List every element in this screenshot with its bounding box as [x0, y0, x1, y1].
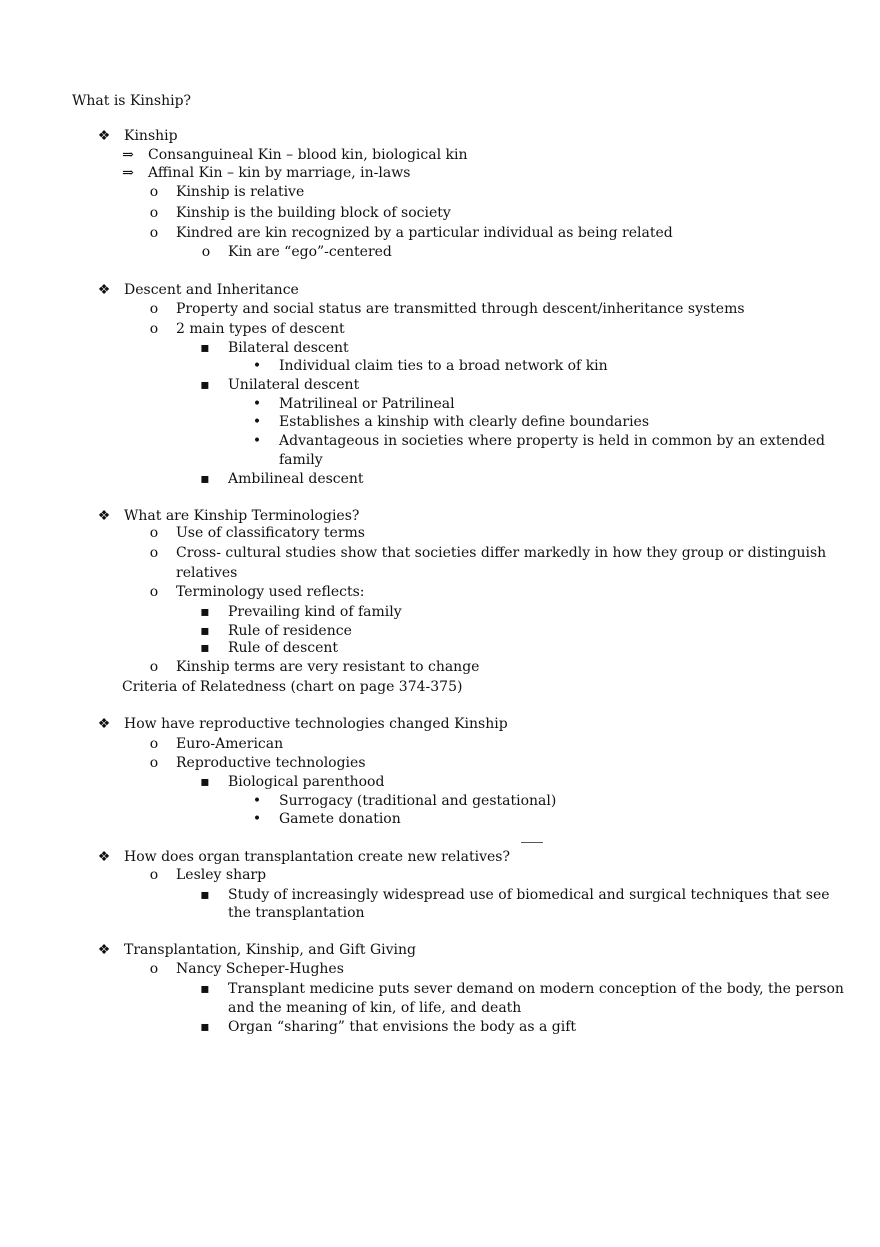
- circle-bullet-icon: o: [149, 225, 159, 241]
- list-item: Euro-American: [176, 736, 284, 752]
- list-item: Consanguineal Kin – blood kin, biological kin: [148, 147, 468, 163]
- circle-bullet-icon: o: [149, 184, 159, 200]
- list-item: Nancy Scheper-Hughes: [176, 961, 344, 977]
- square-bullet-icon: ▪: [200, 887, 210, 903]
- square-bullet-icon: ▪: [200, 774, 210, 790]
- list-item: Prevailing kind of family: [228, 604, 402, 620]
- list-item: Matrilineal or Patrilineal: [279, 396, 455, 412]
- square-bullet-icon: ▪: [200, 1019, 210, 1035]
- dot-bullet-icon: •: [252, 396, 262, 412]
- dot-bullet-icon: •: [252, 414, 262, 430]
- list-item: Reproductive technologies: [176, 755, 366, 771]
- list-item: Organ “sharing” that envisions the body as a gift: [228, 1019, 577, 1035]
- list-item: Property and social status are transmitted through descent/inheritance systems: [176, 301, 745, 317]
- diamond-bullet-icon: ❖: [97, 282, 111, 298]
- list-item: Individual claim ties to a broad network of kin: [279, 358, 608, 374]
- square-bullet-icon: ▪: [200, 377, 210, 393]
- list-item-continuation: family: [279, 452, 323, 468]
- arrow-bullet-icon: ⇒: [122, 165, 134, 181]
- list-item: Lesley sharp: [176, 867, 267, 883]
- circle-bullet-icon: o: [149, 755, 159, 771]
- section-heading: Transplantation, Kinship, and Gift Giving: [124, 942, 417, 958]
- list-item-continuation: and the meaning of kin, of life, and death: [228, 1000, 522, 1016]
- section-heading: How does organ transplantation create new relatives?: [124, 849, 510, 865]
- circle-bullet-icon: o: [149, 659, 159, 675]
- circle-bullet-icon: o: [149, 321, 159, 337]
- list-item: Biological parenthood: [228, 774, 385, 790]
- list-item: Gamete donation: [279, 811, 401, 827]
- list-item: Transplant medicine puts sever demand on modern conception of the body, the person: [228, 981, 844, 997]
- square-bullet-icon: ▪: [200, 623, 210, 639]
- circle-bullet-icon: o: [201, 244, 211, 260]
- dot-bullet-icon: •: [252, 358, 262, 374]
- circle-bullet-icon: o: [149, 545, 159, 561]
- section-heading: Descent and Inheritance: [124, 282, 299, 298]
- square-bullet-icon: ▪: [200, 981, 210, 997]
- list-item: Kindred are kin recognized by a particular individual as being related: [176, 225, 673, 241]
- diamond-bullet-icon: ❖: [97, 128, 111, 144]
- list-item: Surrogacy (traditional and gestational): [279, 793, 557, 809]
- list-item: Affinal Kin – kin by marriage, in-laws: [148, 165, 411, 181]
- list-item: Study of increasingly widespread use of biomedical and surgical techniques that see: [228, 887, 830, 903]
- list-item: Rule of residence: [228, 623, 352, 639]
- diamond-bullet-icon: ❖: [97, 716, 111, 732]
- circle-bullet-icon: o: [149, 867, 159, 883]
- diamond-bullet-icon: ❖: [97, 849, 111, 865]
- dot-bullet-icon: •: [252, 433, 262, 449]
- square-bullet-icon: ▪: [200, 640, 210, 656]
- circle-bullet-icon: o: [149, 961, 159, 977]
- section-heading: What are Kinship Terminologies?: [124, 508, 360, 524]
- square-bullet-icon: ▪: [200, 340, 210, 356]
- list-item: Terminology used reflects:: [176, 584, 365, 600]
- list-item: Kinship terms are very resistant to change: [176, 659, 480, 675]
- list-item: Rule of descent: [228, 640, 339, 656]
- list-item-continuation: relatives: [176, 565, 238, 581]
- dot-bullet-icon: •: [252, 811, 262, 827]
- circle-bullet-icon: o: [149, 525, 159, 541]
- page-title: What is Kinship?: [72, 93, 192, 109]
- circle-bullet-icon: o: [149, 205, 159, 221]
- list-item: Advantageous in societies where property is held in common by an extended: [279, 433, 825, 449]
- circle-bullet-icon: o: [149, 736, 159, 752]
- divider: [521, 842, 543, 843]
- list-item: Kin are “ego”-centered: [228, 244, 392, 260]
- list-item: Use of classificatory terms: [176, 525, 365, 541]
- list-item: Kinship is the building block of society: [176, 205, 451, 221]
- circle-bullet-icon: o: [149, 301, 159, 317]
- section-heading: Kinship: [124, 128, 178, 144]
- list-item: Cross- cultural studies show that societies differ markedly in how they group or distinguish: [176, 545, 827, 561]
- list-item: Ambilineal descent: [228, 471, 364, 487]
- square-bullet-icon: ▪: [200, 604, 210, 620]
- list-item: Kinship is relative: [176, 184, 305, 200]
- list-item: 2 main types of descent: [176, 321, 345, 337]
- note-text: Criteria of Relatedness (chart on page 374-375): [122, 679, 463, 695]
- square-bullet-icon: ▪: [200, 471, 210, 487]
- list-item-continuation: the transplantation: [228, 905, 365, 921]
- list-item: Bilateral descent: [228, 340, 349, 356]
- diamond-bullet-icon: ❖: [97, 942, 111, 958]
- dot-bullet-icon: •: [252, 793, 262, 809]
- section-heading: How have reproductive technologies changed Kinship: [124, 716, 508, 732]
- diamond-bullet-icon: ❖: [97, 508, 111, 524]
- arrow-bullet-icon: ⇒: [122, 147, 134, 163]
- list-item: Unilateral descent: [228, 377, 360, 393]
- circle-bullet-icon: o: [149, 584, 159, 600]
- list-item: Establishes a kinship with clearly define boundaries: [279, 414, 650, 430]
